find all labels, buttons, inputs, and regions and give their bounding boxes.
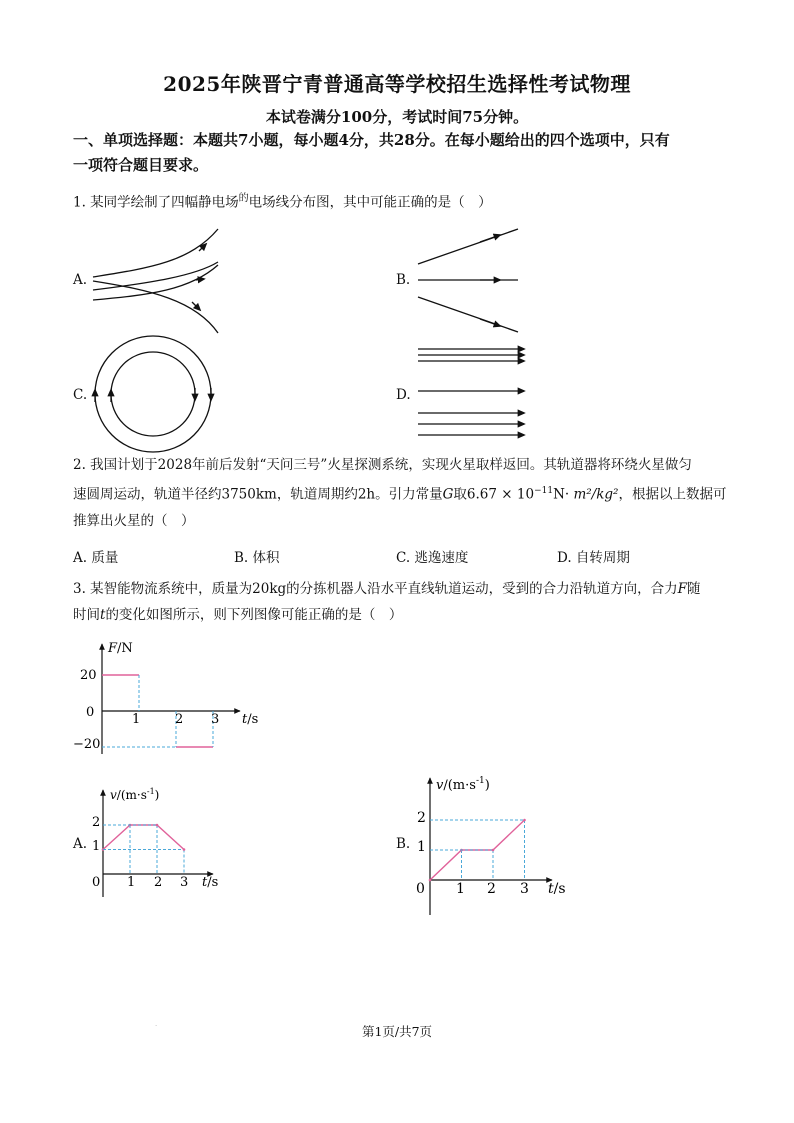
q2-unit: m²/kg² bbox=[573, 486, 619, 503]
option-c-inner-circle bbox=[111, 352, 195, 436]
vt-b-ytick-2: 2 bbox=[417, 810, 426, 826]
option-b-arrow-bottom bbox=[480, 319, 500, 326]
vt-b-point-0 bbox=[429, 879, 432, 882]
option-d-field-lines bbox=[418, 349, 524, 435]
q2-option-d: D. 自转周期 bbox=[557, 550, 630, 566]
q1-stem-b: 电场线分布图，其中可能正确的是（ ） bbox=[248, 194, 492, 211]
q2-stem bbox=[73, 452, 733, 534]
vt-a-ytick-2: 2 bbox=[92, 815, 101, 830]
q1-option-a-label: A. bbox=[73, 272, 88, 288]
q2-option-a: A. 质量 bbox=[73, 550, 119, 566]
section-heading-line2: 一项符合题目要求。 bbox=[73, 156, 209, 174]
vt-a-point-2 bbox=[156, 824, 159, 827]
exam-subtitle: 本试卷满分100分，考试时间75分钟。 bbox=[265, 108, 529, 126]
force-xtick-1: 1 bbox=[132, 712, 141, 727]
q3-symbol-f: F bbox=[677, 581, 688, 597]
footer-dot: · bbox=[155, 1022, 158, 1030]
vt-a-xtick-0: 0 bbox=[92, 875, 101, 890]
force-xtick-3: 3 bbox=[211, 712, 220, 727]
vt-a-xtick-2: 2 bbox=[154, 875, 163, 890]
force-time-chart bbox=[60, 636, 280, 756]
vt-b-point-3 bbox=[523, 819, 526, 822]
option-c-outer-circle bbox=[95, 336, 211, 452]
vt-b-ytick-1: 1 bbox=[417, 839, 426, 855]
q3-option-b-label: B. bbox=[396, 836, 411, 852]
vt-b-point-2 bbox=[492, 849, 495, 852]
option-b-line-bottom bbox=[418, 297, 518, 332]
section-heading-line1: 一、单项选择题：本题共7小题，每小题4分，共28分。在每小题给出的四个选项中，只有 bbox=[73, 131, 670, 149]
q3-line1-a: 3. 某智能物流系统中，质量为20kg的分拣机器人沿水平直线轨道运动，受到的合力沿轨道方向，合力 bbox=[73, 581, 678, 597]
vt-b-xtick-3: 3 bbox=[520, 881, 529, 897]
q2-option-b: B. 体积 bbox=[234, 550, 280, 566]
q3-option-a-label: A. bbox=[73, 836, 88, 852]
vt-chart-a bbox=[88, 782, 238, 902]
force-ytick-neg20: −20 bbox=[73, 737, 101, 752]
q3-line2-a: 时间 bbox=[73, 607, 100, 623]
force-ytick-0: 0 bbox=[86, 705, 95, 720]
q2-line1: 2. 我国计划于2028年前后发射“天问三号”火星探测系统，实现火星取样返回。其轨道器将环绕火星做匀 bbox=[73, 457, 692, 473]
vt-b-xtick-0: 0 bbox=[416, 881, 425, 897]
force-xlabel: t/s bbox=[242, 712, 259, 727]
q3-stem bbox=[73, 576, 733, 628]
q3-symbol-t: t bbox=[100, 607, 106, 623]
vt-a-xtick-3: 3 bbox=[180, 875, 189, 890]
force-ytick-20: 20 bbox=[80, 668, 97, 683]
option-a-line-mid-up bbox=[93, 262, 218, 290]
vt-b-xtick-1: 1 bbox=[456, 881, 465, 897]
vt-b-xlabel: t/s bbox=[548, 881, 566, 897]
q1-stem-a: 1. 某同学绘制了四幅静电场 bbox=[73, 194, 239, 211]
q3-line2-b: 的变化如图所示，则下列图像可能正确的是（ ） bbox=[105, 607, 403, 623]
vt-a-series-line bbox=[103, 825, 184, 850]
q2-line2-c: N· bbox=[553, 486, 574, 503]
q1-option-b-label: B. bbox=[396, 272, 411, 288]
q2-line2-d: ，根据以上数据可 bbox=[618, 486, 727, 503]
q2-symbol-g: G bbox=[442, 486, 454, 503]
option-c-field-lines bbox=[95, 336, 211, 452]
q2-line3: 推算出火星的（ ） bbox=[73, 512, 195, 529]
q1-option-d-label: D. bbox=[396, 387, 411, 403]
vt-a-xlabel: t/s bbox=[202, 875, 219, 890]
option-b-field-lines bbox=[418, 229, 518, 332]
q3-line1-b: 随 bbox=[687, 581, 701, 597]
option-b-line-top bbox=[418, 229, 518, 264]
option-a-line-lower bbox=[93, 281, 218, 333]
q3-line1 bbox=[73, 576, 733, 602]
force-ylabel: F/N bbox=[108, 641, 133, 656]
q2-line2-b: 取6.67 × 10 bbox=[453, 486, 535, 503]
vt-a-ylabel: $v/(m\cdot s^{-1})$ bbox=[110, 787, 160, 802]
q2-line2 bbox=[73, 478, 733, 508]
vt-b-ylabel: $v/(m\cdot s^{-1})$ bbox=[436, 776, 490, 793]
q1-stem-sup: 的 bbox=[238, 193, 249, 204]
vt-a-ytick-1: 1 bbox=[92, 839, 101, 854]
option-b-arrow-top bbox=[480, 235, 500, 242]
vt-a-xtick-1: 1 bbox=[127, 875, 136, 890]
q1-option-c-label: C. bbox=[73, 387, 88, 403]
option-a-field-lines bbox=[93, 229, 218, 333]
option-a-arrow-3 bbox=[192, 302, 200, 310]
q2-exponent: −11 bbox=[534, 486, 554, 496]
exam-title: 2025年陕晋宁青普通高等学校招生选择性考试物理 bbox=[163, 72, 631, 96]
force-xtick-2: 2 bbox=[175, 712, 184, 727]
q2-line2-a: 速圆周运动，轨道半径约3750km，轨道周期约2h。引力常量 bbox=[73, 486, 443, 503]
q2-option-c: C. 逃逸速度 bbox=[396, 550, 469, 566]
vt-chart-b bbox=[412, 770, 577, 918]
vt-a-point-3 bbox=[183, 848, 186, 851]
vt-b-xtick-2: 2 bbox=[487, 881, 496, 897]
page-number: 第1页/共7页 bbox=[361, 1024, 433, 1039]
q1-field-figures bbox=[0, 0, 794, 460]
q3-line2 bbox=[73, 602, 733, 628]
